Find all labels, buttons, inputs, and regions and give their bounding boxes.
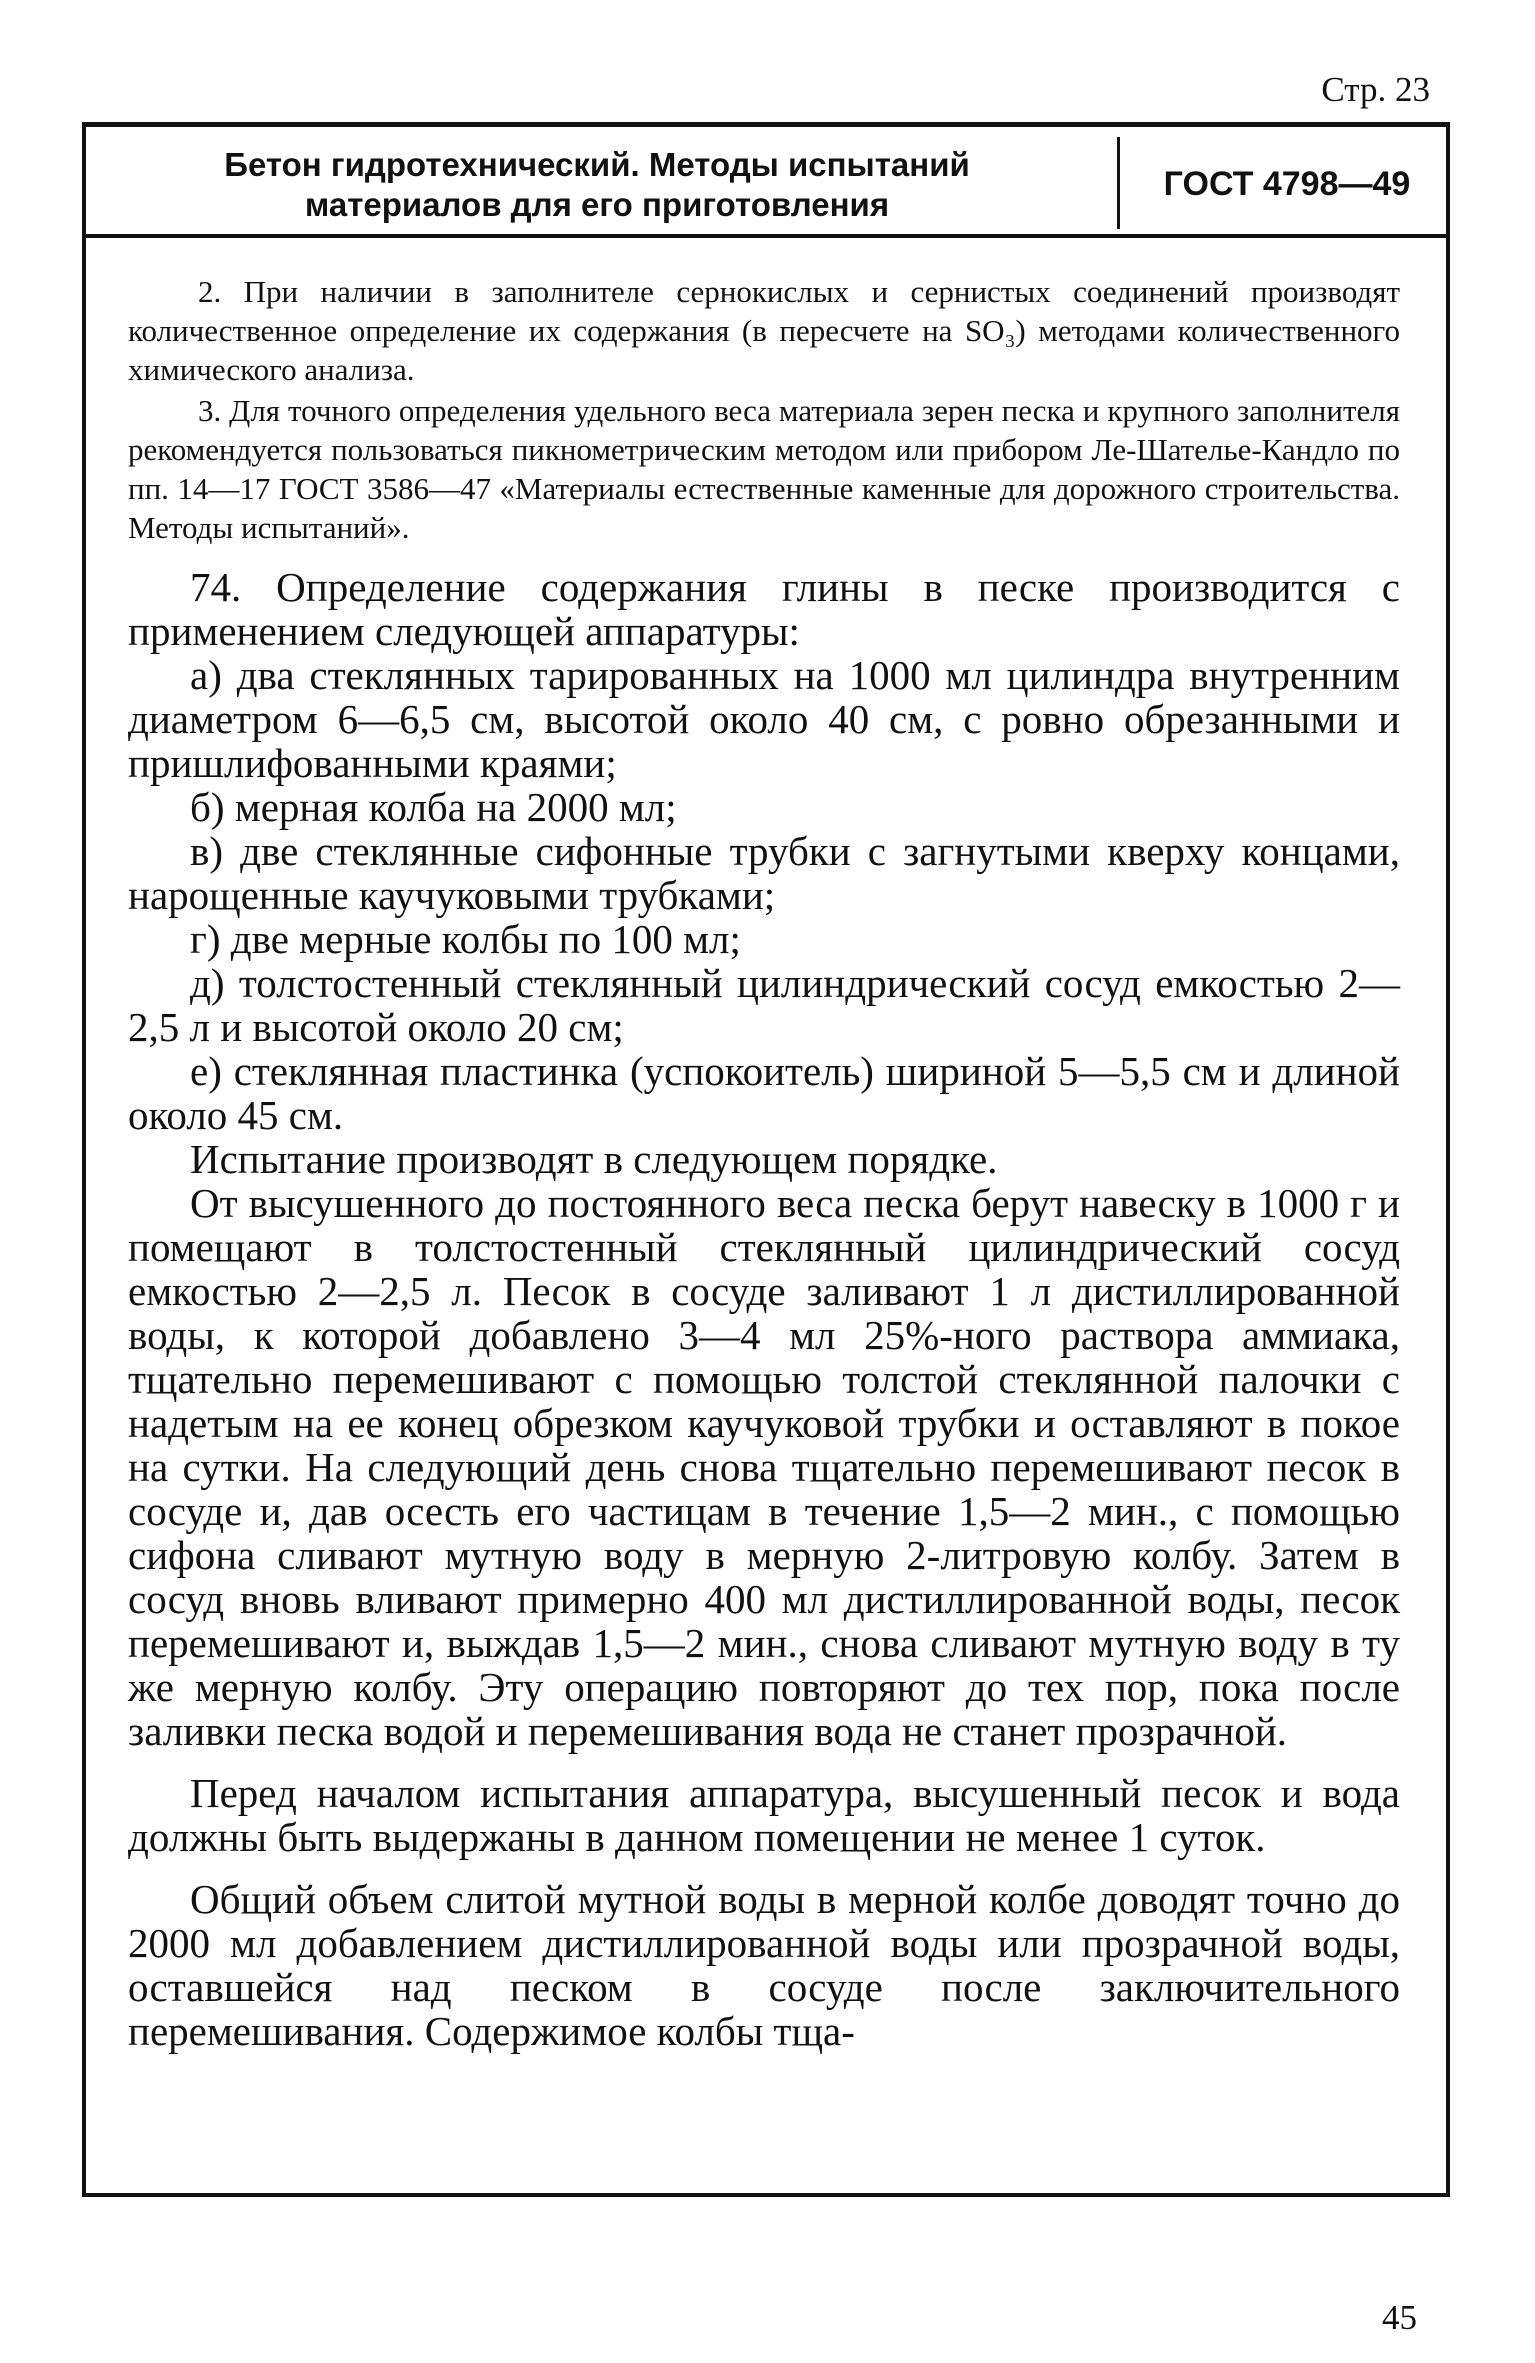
page-label-top: Стр. 23 [1321, 70, 1430, 109]
list-item-d: д) толстостенный стеклянный цилиндрический сосуд емкостью 2—2,5 л и высотой около 20 см; [128, 960, 1400, 1050]
note-2: 2. При наличии в заполнителе сернокислых и сернистых соединений производят количественное определение их содержания (в пересчете на SO₃) методами количественного химического анализа. [128, 274, 1400, 387]
page-number-bottom: 45 [1382, 2298, 1417, 2337]
procedure-intro: Испытание производят в следующем порядке. [190, 1136, 998, 1182]
document-body [128, 272, 1400, 2053]
list-item-b: б) мерная колба на 2000 мл; [190, 784, 677, 830]
header-title [82, 145, 1112, 225]
note-3: 3. Для точного определения удельного веса материала зерен песка и крупного заполнителя рекомендуется пользоваться пикнометрическим методом или прибором Ле-Шателье-Кандло по пп. 14—17 ГОСТ 3586—47 «Материалы естественные каменные для дорожного строительства. Методы испытаний». [128, 393, 1400, 545]
list-item-v: в) две стеклянные сифонные трубки с загнутыми кверху концами, нарощенные каучуковыми трубками; [128, 828, 1400, 918]
procedure-text: От высушенного до постоянного веса песка берут навеску в 1000 г и помещают в толстостенный стеклянный цилиндрический сосуд емкостью 2—2,5 л. Песок в сосуде заливают 1 л дистиллированной воды, к которой добавлено 3—4 мл 25%-ного раствора аммиака, тщательно перемешивают с помощью толстой стеклянной палочки с надетым на ее конец обрезком каучуковой трубки и оставляют в покое на сутки. На следующий день снова тщательно перемешивают песок в сосуде и, дав осесть его частицам в течение 1,5—2 мин., с помощью сифона сливают мутную воду в мерную 2-литровую колбу. Затем в сосуд вновь вливают примерно 400 мл дистиллированной воды, песок перемешивают и, выждав 1,5—2 мин., снова сливают мутную воду в ту же мерную колбу. Эту операцию повторяют до тех пор, пока после заливки песка водой и перемешивания вода не станет прозрачной. [128, 1180, 1400, 1754]
header-title-line2: материалов для его приготовления [304, 186, 890, 223]
header-divider [1117, 137, 1120, 229]
standard-code: ГОСТ 4798—49 [1163, 165, 1411, 203]
preparation-text: Перед началом испытания аппаратура, высушенный песок и вода должны быть выдержаны в данном помещении не менее 1 суток. [128, 1770, 1400, 1860]
volume-text: Общий объем слитой мутной воды в мерной колбе доводят точно до 2000 мл добавлением дистиллированной воды или прозрачной воды, оставшейся над песком в сосуде после заключительного перемешивания. Содержимое колбы тща- [128, 1876, 1400, 2054]
paragraph-74: 74. Определение содержания глины в песке производится с применением следующей аппаратуры: [128, 564, 1400, 654]
list-item-a: а) два стеклянных тарированных на 1000 мл цилиндра внутренним диаметром 6—6,5 см, высотой около 40 см, с ровно обрезанными и пришлифованными краями; [128, 652, 1400, 786]
list-item-g: г) две мерные колбы по 100 мл; [190, 916, 741, 962]
list-item-e: е) стеклянная пластинка (успокоитель) шириной 5—5,5 см и длиной около 45 см. [128, 1048, 1400, 1138]
header-title-line1: Бетон гидротехнический. Методы испытаний [224, 146, 970, 183]
page-header [82, 122, 1450, 238]
